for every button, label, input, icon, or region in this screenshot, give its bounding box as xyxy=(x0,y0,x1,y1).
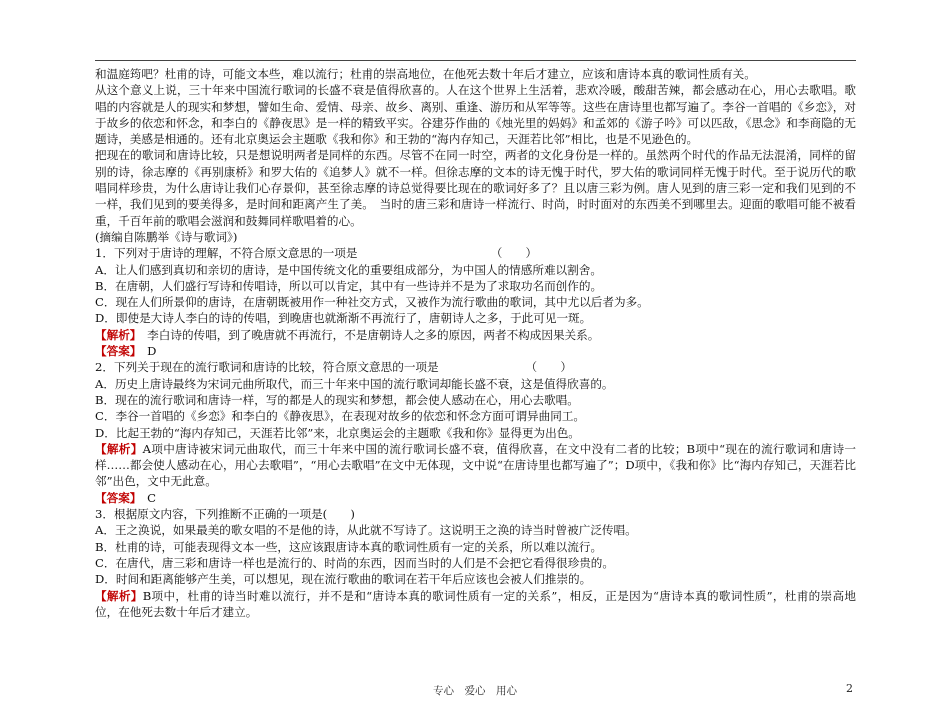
paragraph-1: 和温庭筠吧？杜甫的诗，可能文本些，难以流行；杜甫的崇高地位，在他死去数十年后才建立，应该和唐诗本真的歌词性质有关。 xyxy=(95,67,756,81)
header-rule xyxy=(95,60,856,61)
analysis-label: 【解析】 xyxy=(95,327,136,342)
page-number: 2 xyxy=(846,682,853,695)
analysis xyxy=(95,441,856,490)
paragraph-2: 从这个意义上说，三十年来中国流行歌词的长盛不衰是值得欣喜的。人在这个世界上生活着，悲欢冷暖，酸甜苦辣，都会感动在心，用心去歌唱。歌唱的内容就是人的现实和梦想，譬如生命、爱情、母亲、故乡、离别、重逢、游历和从军等等。这些在唐诗里也都写遍了。李谷一首唱的《乡恋》，对于故乡的依恋和怀念，和李白的《静夜思》是一样的精致平实。谷建芬作曲的《烛光里的妈妈》和孟郊的《游子吟》可以匹敌，《思念》和李商隐的无题诗，美感是相通的。还有北京奥运会主题歌《我和你》和王勃的“海内存知己，天涯若比邻”相比，也是不见逊色的。 xyxy=(95,83,856,147)
page-footer: 专心 爱心 用心 xyxy=(433,685,517,697)
option-b: B．在唐朝，人们盛行写诗和传唱诗，所以可以肯定，其中有一些诗并不是为了求取功名而创作的。 xyxy=(95,278,603,293)
option-c: C．现在人们所景仰的唐诗，在唐朝既被用作一种社交方式，又被作为流行歌曲的歌词，其中尤以后者为多。 xyxy=(95,295,649,310)
question-3 xyxy=(95,506,856,620)
option-d: D．比起王勃的“海内存知己，天涯若比邻”来，北京奥运会的主题歌《我和你》显得更为出色。 xyxy=(95,425,580,440)
option-c: C．在唐代，唐三彩和唐诗一样也是流行的、时尚的东西，因而当时的人们是不会把它看得很珍贵的。 xyxy=(95,555,614,570)
analysis xyxy=(95,327,856,343)
question-2 xyxy=(95,359,856,506)
option-d: D．时间和距离能够产生美，可以想见，现在流行歌曲的歌词在若干年后应该也会被人们推崇的。 xyxy=(95,572,592,587)
analysis-text: B项中，杜甫的诗当时难以流行，并不是和“唐诗本真的歌词性质有一定的关系”，相反，正是因为“唐诗本真的歌词性质”，杜甫的崇高地位，在他死去数十年后才建立。 xyxy=(95,588,856,619)
answer xyxy=(95,343,856,359)
analysis-label: 【解析】 xyxy=(95,588,143,603)
answer-label: 【答案】 xyxy=(95,344,136,359)
option-b: B．杜甫的诗，可能表现得文本一些，这应该跟唐诗本真的歌词性质有一定的关系，所以难以流行。 xyxy=(95,539,603,554)
question-title: 3．根据原文内容，下列推断不正确的一项是( ) xyxy=(95,507,355,522)
analysis xyxy=(95,588,856,621)
page-content xyxy=(95,66,856,620)
analysis-text: 李白诗的传唱，到了晚唐就不再流行，不是唐朝诗人之多的原因，两者不构成因果关系。 xyxy=(135,327,600,342)
question-1 xyxy=(95,245,856,359)
option-a: A．让人们感到真切和亲切的唐诗，是中国传统文化的重要组成部分，为中国人的情感所难以割舍。 xyxy=(95,262,602,277)
option-d: D．即使是大诗人李白的诗的传唱，到晚唐也就渐渐不再流行了，唐朝诗人之多，于此可见一斑。 xyxy=(95,311,592,326)
option-a: A．王之涣说，如果最美的歌女唱的不是他的诗，从此就不写诗了。这说明王之涣的诗当时曾被广泛传唱。 xyxy=(95,523,637,538)
option-c: C．李谷一首唱的《乡恋》和李白的《静夜思》，在表现对故乡的依恋和怀念方面可谓异曲同工。 xyxy=(95,409,586,424)
option-a: A．历史上唐诗最终为宋词元曲所取代，而三十年来中国的流行歌词却能长盛不衰，这是值得欣喜的。 xyxy=(95,376,614,391)
question-title: 1．下列对于唐诗的理解，不符合原文意思的一项是 （ ） xyxy=(95,246,538,261)
answer xyxy=(95,490,856,506)
paragraph-3: 把现在的歌词和唐诗比较，只是想说明两者是同样的东西。尽管不在同一时空，两者的文化身份是一样的。虽然两个时代的作品无法混淆，同样的留别的诗，徐志摩的《再别康桥》和罗大佑的《追梦人》就不一样。但徐志摩的文本的诗无愧于时代，罗大佑的歌词同样无愧于时代。至于说历代的歌唱同样珍贵，为什么唐诗让我们心存景仰，甚至徐志摩的诗总觉得要比现在的歌词好多了？且以唐三彩为例。唐人见到的唐三彩一定和我们见到的不一样，我们见到的要美得多，是时间和距离产生了美。 当时的唐三彩和唐诗一样流行、时尚，时时面对的东西美不到哪里去。迎面的歌唱可能不被看重，千百年前的歌唱会滋润和鼓舞同样歌唱着的心。 xyxy=(95,148,856,228)
option-b: B．现在的流行歌词和唐诗一样，写的都是人的现实和梦想，都会使人感动在心，用心去歌唱。 xyxy=(95,392,579,407)
analysis-label: 【解析】 xyxy=(95,441,143,456)
question-title: 2．下列关于现在的流行歌词和唐诗的比较，符合原文意思的一项是 （ ） xyxy=(95,360,572,375)
source-citation: (摘编自陈鹏举《诗与歌词》) xyxy=(95,229,238,244)
answer-text: D xyxy=(135,344,157,359)
answer-text: C xyxy=(135,490,157,505)
answer-label: 【答案】 xyxy=(95,490,136,505)
analysis-text: A项中唐诗被宋词元曲取代，而三十年来中国的流行歌词长盛不衰，值得欣喜，在文中没有二者的比较；B项中“现在的流行歌词和唐诗一样……都会使人感动在心，用心去歌唱”，“用心去歌唱”在文中无体现，文中说“在唐诗里也都写遍了”；D项中，《我和你》比“海内存知己，天涯若比邻”出色，文中无此意。 xyxy=(95,441,856,489)
